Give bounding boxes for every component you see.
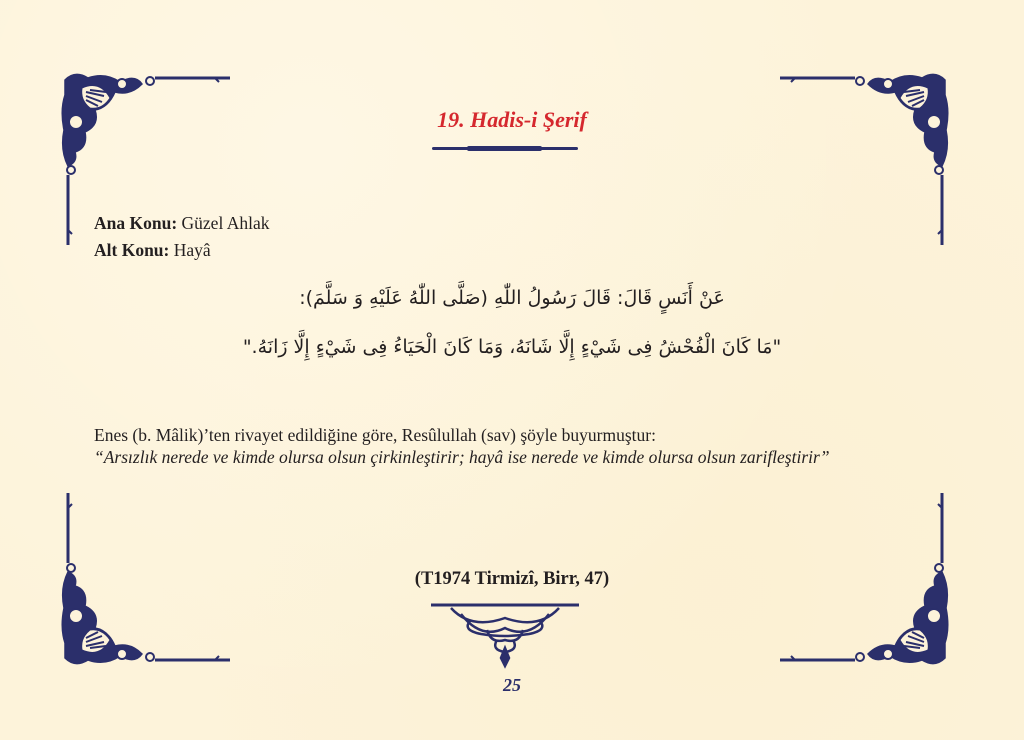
narration-text: Enes (b. Mâlik)’ten rivayet edildiğine göre, Resûlullah (sav) şöyle buyurmuştur: <box>94 425 656 445</box>
main-topic-label: Ana Konu: <box>94 213 178 233</box>
arabic-isnad-line: عَنْ أَنَسٍ قَالَ: قَالَ رَسُولُ اللّٰهِ (صَلَّى اللّٰهُ عَلَيْهِ وَ سَلَّمَ): <box>299 287 725 309</box>
main-topic-row <box>94 210 270 237</box>
knot-divider-ornament-icon <box>431 600 579 670</box>
arabic-hadith-line: "مَا كَانَ الْفُحْشُ فِى شَيْءٍ إِلَّا شَانَهُ، وَمَا كَانَ الْحَيَاءُ فِى شَيْءٍ إِلَّا زَانَهُ." <box>242 336 782 358</box>
sub-topic-row <box>94 237 270 264</box>
translation-block <box>94 424 830 468</box>
title-divider <box>432 147 578 150</box>
main-topic-value: Güzel Ahlak <box>177 213 270 233</box>
page-title: 19. Hadis-i Şerif <box>437 107 587 132</box>
hadith-quote: “Arsızlık nerede ve kimde olursa olsun çirkinleştirir; hayâ ise nerede ve kimde olursa olsun zarifleştirir” <box>94 447 830 467</box>
sub-topic-value: Hayâ <box>169 240 211 260</box>
topic-meta <box>94 210 270 264</box>
source-citation: (T1974 Tirmizî, Birr, 47) <box>414 569 610 589</box>
floral-corner-ornament-icon <box>780 70 950 245</box>
page-number: 25 <box>503 675 521 695</box>
sub-topic-label: Alt Konu: <box>94 240 170 260</box>
